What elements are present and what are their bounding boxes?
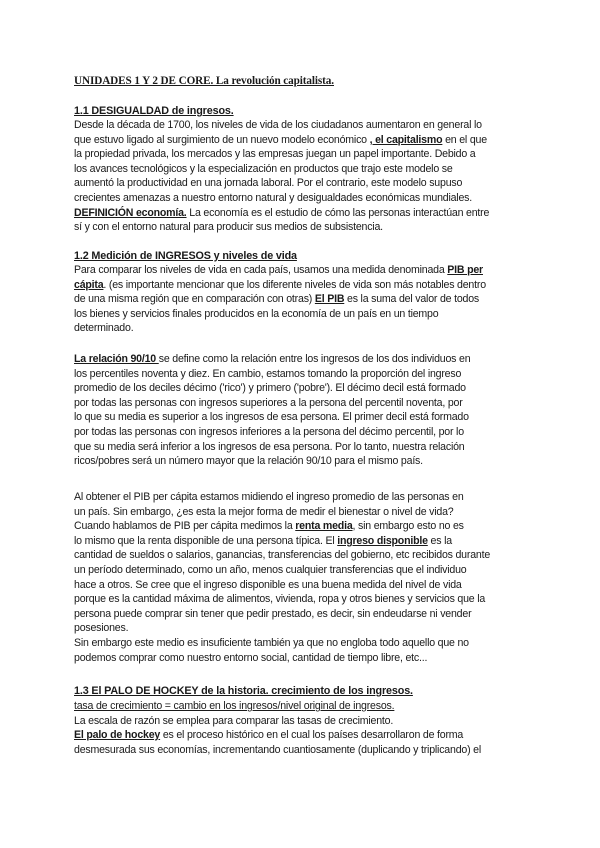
term-renta-media: renta media bbox=[295, 520, 353, 533]
term-pib-per-capita-cont: cápita bbox=[74, 278, 104, 291]
paragraph-renta bbox=[74, 490, 534, 665]
text-line: desmesurada sus economías, incrementando cuantiosamente (duplicando y triplicando) el bbox=[74, 743, 481, 756]
text-line: por todas las personas con ingresos inferiores a la persona del décimo percentil, por lo bbox=[74, 425, 464, 438]
section-heading-medicion: 1.2 Medición de INGRESOS y niveles de vida bbox=[74, 250, 297, 262]
text-line: Sin embargo este medio es insuficiente también ya que no engloba todo aquello que no bbox=[74, 636, 469, 649]
text-line: un período determinado, como un año, menos cualquier transferencias que el individuo bbox=[74, 563, 467, 576]
term-pib-per-capita: PIB per bbox=[447, 264, 483, 276]
text-line: un país. Sin embargo, ¿es esta la mejor forma de medir el bienestar o nivel de vida? bbox=[74, 505, 454, 518]
text-line: promedio de los deciles décimo ('rico') y primero ('pobre'). El décimo decil está formado bbox=[74, 382, 466, 395]
text-line bbox=[74, 206, 534, 221]
text-line: hace a otros. Se cree que el ingreso disponible es una buena medida del nivel de vida bbox=[74, 578, 462, 591]
text-fragment: lo mismo que la renta disponible de una persona típica. El bbox=[74, 534, 338, 547]
text-line bbox=[74, 728, 534, 743]
term-el-pib: El PIB bbox=[314, 293, 345, 306]
text-line: que su media será inferior a los ingresos de esa persona. Por lo tanto, nuestra relación bbox=[74, 440, 465, 453]
text-line: los bienes y servicios finales producidos en la economía de un país en un tiempo bbox=[74, 307, 439, 320]
term-definicion-economia: DEFINICIÓN economía. bbox=[74, 206, 187, 219]
text-line: posesiones. bbox=[74, 622, 129, 635]
formula-tasa-crecimiento: tasa de crecimiento = cambio en los ingresos/nivel original de ingresos. bbox=[74, 700, 395, 712]
text-fragment: es la bbox=[427, 534, 452, 547]
text-fragment: en el que bbox=[442, 133, 487, 146]
text-fragment: es el proceso histórico en el cual los países desarrollaron de forma bbox=[160, 729, 464, 742]
text-line: cantidad de sueldos o salarios, ganancias, transferencias del gobierno, etc recibidos durante bbox=[74, 549, 491, 562]
text-fragment: Cuando hablamos de PIB per cápita medimos la bbox=[74, 520, 296, 533]
text-line bbox=[74, 292, 534, 307]
text-line: los avances tecnológicos y la especialización en productos que trajo este modelo se bbox=[74, 162, 453, 175]
section-body-desigualdad bbox=[74, 118, 534, 235]
paragraph-relacion-90-10 bbox=[74, 352, 534, 469]
text-line bbox=[74, 534, 534, 549]
text-line: determinado. bbox=[74, 322, 134, 335]
text-line: ricos/pobres será un número mayor que la relación 90/10 para el mismo país. bbox=[74, 455, 423, 468]
text-line: sí y con el entorno natural para producir sus medios de subsistencia. bbox=[74, 221, 383, 234]
text-fragment: . (es importante mencionar que los diferente niveles de vida son más notables dentro bbox=[103, 278, 486, 291]
text-line: la propiedad privada, los mercados y las empresas juegan un papel importante. Debido a bbox=[74, 148, 476, 161]
text-fragment: que estuvo ligado al surgimiento de un nuevo modelo económico bbox=[74, 133, 370, 146]
text-line: Al obtener el PIB per cápita estamos midiendo el ingreso promedio de las personas en bbox=[74, 491, 464, 503]
document-title: UNIDADES 1 Y 2 DE CORE. La revolución capitalista. bbox=[74, 75, 334, 87]
text-line: aumentó la productividad en una jornada laboral. Por el contrario, este modelo supuso bbox=[74, 177, 463, 190]
text-line bbox=[74, 278, 534, 293]
text-line bbox=[74, 133, 534, 148]
text-line: persona puede comprar sin tener que pedir prestado, es decir, sin endeudarse ni vender bbox=[74, 607, 472, 620]
text-line bbox=[74, 519, 534, 534]
text-fragment: Para comparar los niveles de vida en cada país, usamos una medida denominada bbox=[74, 264, 448, 276]
text-line bbox=[74, 352, 534, 367]
text-line: crecientes amenazas a nuestro entorno natural y desigualdades económicas mundiales. bbox=[74, 191, 472, 204]
text-fragment: de una misma región que en comparación con otras) bbox=[74, 293, 315, 306]
term-palo-de-hockey: El palo de hockey bbox=[74, 729, 161, 742]
section-heading-palo-de-hockey: 1.3 El PALO DE HOCKEY de la historia. crecimiento de los ingresos. bbox=[74, 685, 413, 697]
text-fragment: se define como la relación entre los ingresos de los dos individuos en bbox=[158, 353, 471, 365]
text-fragment: es la suma del valor de todos bbox=[344, 293, 480, 306]
text-line: La escala de razón se emplea para comparar las tasas de crecimiento. bbox=[74, 714, 394, 727]
text-line: porque es la cantidad máxima de alimentos, vivienda, ropa y otros bienes y servicios que la bbox=[74, 593, 486, 606]
text-line: los percentiles noventa y diez. En cambio, estamos tomando la proporción del ingreso bbox=[74, 367, 462, 380]
text-fragment: La economía es el estudio de cómo las personas interactúan entre bbox=[186, 206, 490, 219]
text-fragment: , sin embargo esto no es bbox=[352, 520, 464, 533]
text-line: por todas las personas con ingresos superiores a la persona del percentil noventa, por bbox=[74, 396, 463, 409]
section-body-medicion bbox=[74, 263, 534, 336]
term-ingreso-disponible: ingreso disponible bbox=[337, 534, 428, 547]
text-line bbox=[74, 263, 534, 278]
section-heading-desigualdad: 1.1 DESIGUALDAD de ingresos. bbox=[74, 105, 234, 117]
text-line: Desde la década de 1700, los niveles de vida de los ciudadanos aumentaron en general lo bbox=[74, 119, 482, 131]
text-line: podemos comprar como nuestro entorno social, cantidad de tiempo libre, etc... bbox=[74, 651, 428, 664]
section-body-palo-de-hockey bbox=[74, 699, 534, 757]
term-relacion-90-10: La relación 90/10 bbox=[74, 353, 159, 365]
text-line: lo que su media es superior a los ingresos de esa persona. El primer decil está formado bbox=[74, 411, 469, 424]
term-capitalismo: , el capitalismo bbox=[369, 133, 443, 146]
